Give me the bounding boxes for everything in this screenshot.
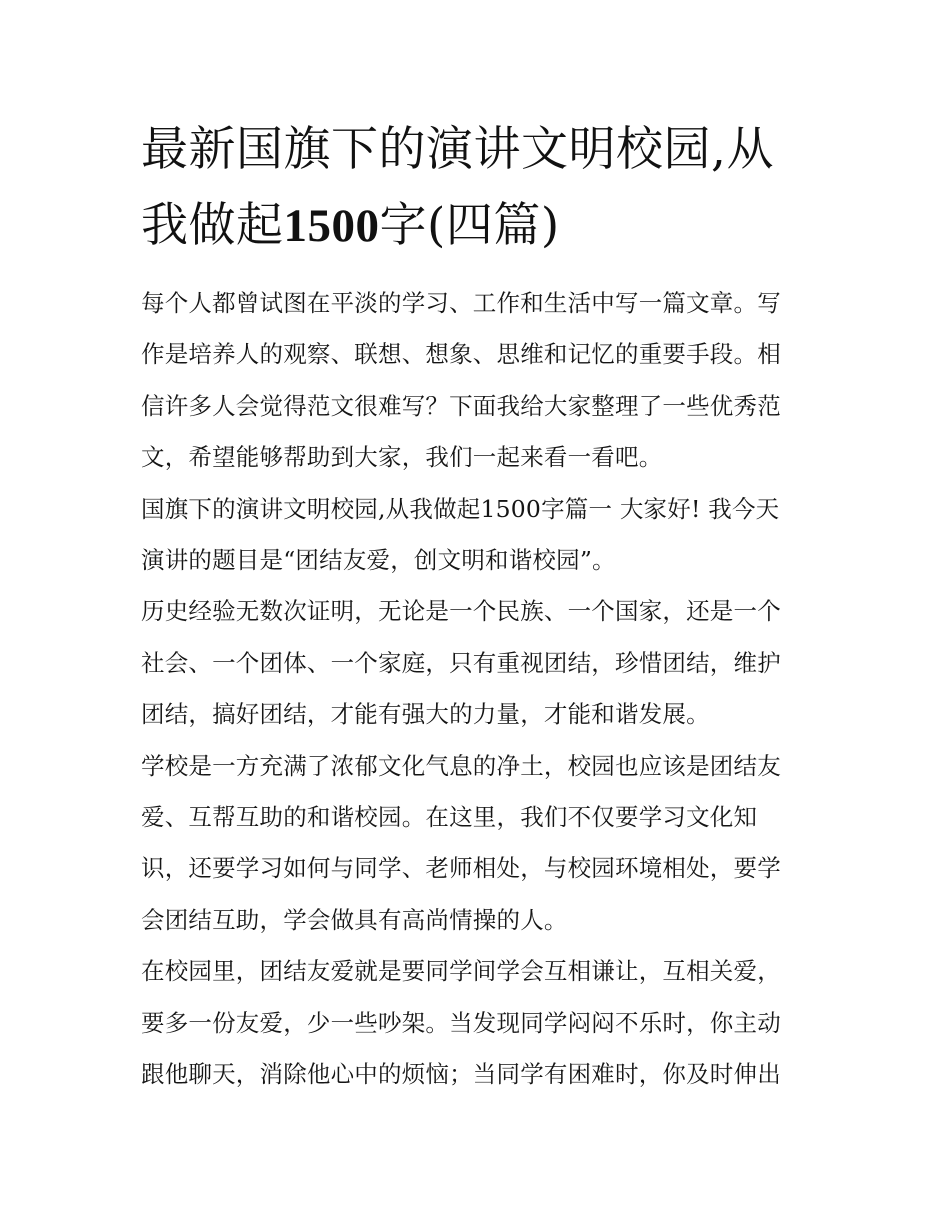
document-content — [141, 112, 813, 1101]
paragraph-line: 学校是一方充满了浓郁文化气息的净土，校园也应该是团结友 — [141, 751, 781, 780]
paragraph-line: 要多一份友爱，少一些吵架。当发现同学闷闷不乐时，你主动 — [141, 1008, 781, 1037]
paragraph-line: 会团结互助，学会做具有高尚情操的人。 — [141, 905, 568, 934]
paragraph-line: 文，希望能够帮助到大家，我们一起来看一看吧。 — [141, 443, 663, 472]
paragraph-line: 每个人都曾试图在平淡的学习、工作和生活中写一篇文章。写 — [141, 289, 781, 317]
paragraph-line: 演讲的题目是“团结友爱，创文明和谐校园”。 — [141, 546, 616, 575]
paragraph-line: 社会、一个团体、一个家庭，只有重视团结，珍惜团结，维护 — [141, 648, 781, 677]
paragraph-intro — [141, 278, 813, 484]
paragraph-line: 爱、互帮互助的和谐校园。在这里，我们不仅要学习文化知 — [141, 803, 758, 832]
paragraph-line: 团结，搞好团结，才能有强大的力量，才能和谐发展。 — [141, 700, 710, 729]
paragraph-speech-opening — [141, 484, 813, 587]
paragraph-line: 识，还要学习如何与同学、老师相处，与校园环境相处，要学 — [141, 854, 781, 883]
paragraph-line: 国旗下的演讲文明校园,从我做起1500字篇一 大家好! 我今天 — [141, 494, 780, 523]
title-line-1: 最新国旗下的演讲文明校园,从 — [141, 122, 774, 177]
title-number: 1500 — [283, 200, 380, 252]
paragraph-history — [141, 586, 813, 740]
document-title — [141, 112, 813, 264]
paragraph-line: 历史经验无数次证明，无论是一个民族、一个国家，还是一个 — [141, 597, 781, 626]
paragraph-line: 作是培养人的观察、联想、想象、思维和记忆的重要手段。相 — [141, 340, 781, 369]
paragraph-line: 信许多人会觉得范文很难写？下面我给大家整理了一些优秀范 — [141, 391, 781, 420]
title-line-2: 我做起1500字(四篇) — [141, 198, 560, 253]
paragraph-campus — [141, 946, 813, 1100]
paragraph-line: 跟他聊天，消除他心中的烦恼；当同学有困难时，你及时伸出 — [141, 1060, 781, 1089]
paragraph-school — [141, 741, 813, 947]
paragraph-line: 在校园里，团结友爱就是要同学间学会互相谦让，互相关爱， — [141, 957, 781, 986]
